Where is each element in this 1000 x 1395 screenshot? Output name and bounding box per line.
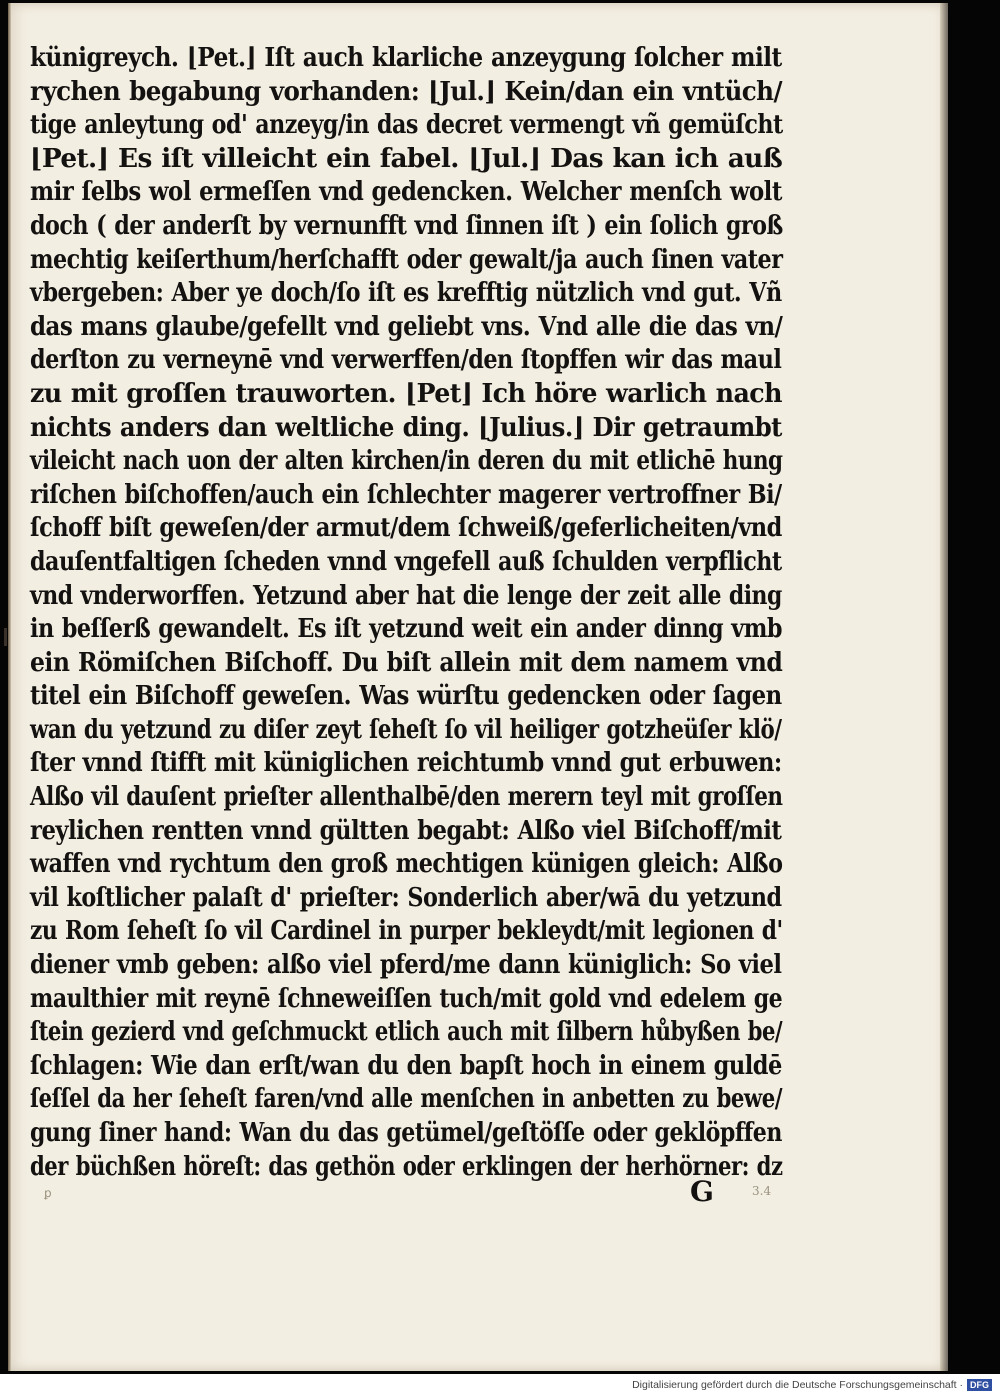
text-line: Alßo vil dauſent prieſter allenthalbē/den merern teyl mit groſſen bbox=[30, 782, 783, 813]
footer-credit bbox=[632, 1378, 992, 1392]
binding-edge bbox=[8, 3, 11, 1371]
text-line: ſchlagen: Wie dan erſt/wan du den bapſt hoch in einem guldē bbox=[30, 1050, 782, 1081]
page-edge-shadow bbox=[940, 3, 948, 1371]
text-line: reylichen rentten vnnd gültten begabt: Alßo viel Biſchoff/mit bbox=[30, 815, 782, 846]
text-line: ſter vnnd ſtifft mit küniglichen reichtumb vnnd gut erbuwen: bbox=[30, 748, 782, 779]
text-line: titel ein Biſchoff geweſen. Was würſtu gedencken oder ſagen bbox=[30, 681, 782, 712]
text-line: ein Römiſchen Biſchoff. Du biſt allein mit dem namem vnd bbox=[30, 647, 783, 678]
text-line: waffen vnd rychtum den groß mechtigen künigen gleich: Alßo bbox=[30, 849, 783, 880]
text-line: in beſſerß gewandelt. Es iſt yetzund weit ein ander dinng vmb bbox=[30, 614, 782, 645]
text-line: der büchßen höreſt: das gethön oder erklingen der herhörner: dz bbox=[30, 1151, 783, 1182]
margin-mark bbox=[4, 628, 7, 646]
text-line: ⌊Pet.⌋ Es iſt villeicht ein fabel. ⌊Jul.⌋ Das kan ich auß bbox=[30, 143, 783, 174]
text-line: derſton zu verneynē vnd verwerffen/den ſtopffen wir das maul bbox=[30, 345, 782, 376]
text-line: doch ( der anderſt by vernunfft vnd ſinnen iſt ) ein ſolich groß bbox=[30, 210, 783, 241]
text-line: vnd vnderworffen. Yetzund aber hat die lenge der zeit alle ding bbox=[30, 580, 782, 611]
text-line: dauſentfaltigen ſcheden vnnd vngefell auß ſchulden verpflicht bbox=[30, 546, 782, 577]
text-line: tige anleytung od' anzeyg/in das decret vermengt vñ gemüſcht bbox=[30, 110, 783, 141]
page-text bbox=[30, 42, 790, 1184]
text-line: wan du yetzund zu diſer zeyt ſeheſt ſo vil heiliger gotzheüſer klö/ bbox=[30, 714, 782, 745]
text-line: das mans glaube/gefellt vnd geliebt vns. Vnd alle die das vn/ bbox=[30, 311, 783, 342]
pencil-annotation: 3.4 bbox=[752, 1184, 772, 1198]
dfg-logo: DFG bbox=[967, 1379, 992, 1391]
text-line: künigreych. ⌊Pet.⌋ Iſt auch klarliche anzeygung ſolcher milt bbox=[30, 43, 782, 73]
footer-text: Digitalisierung gefördert durch die Deutsche Forschungsgemeinschaft · bbox=[632, 1379, 963, 1391]
catchword: G bbox=[690, 1175, 714, 1208]
text-line: zu mit groſſen trauworten. ⌊Pet⌋ Ich höre warlich nach bbox=[30, 378, 782, 409]
text-line: rychen begabung vorhanden: ⌊Jul.⌋ Kein/dan ein vntüch/ bbox=[30, 76, 782, 107]
text-line: mir ſelbs wol ermeſſen vnd gedencken. Welcher menſch wolt bbox=[30, 177, 782, 208]
text-line: nichts anders dan weltliche ding. ⌊Julius.⌋ Dir getraumbt bbox=[30, 412, 782, 443]
text-line: ſtein gezierd vnd geſchmuckt etlich auch mit ſilbern hůbyßen be/ bbox=[30, 1017, 783, 1048]
text-line: ſeſſel da her ſeheſt faren/vnd alle menſchen in anbetten zu bewe/ bbox=[30, 1084, 782, 1115]
text-line: diener vmb geben: alßo viel pferd/me dann küniglich: So viel bbox=[30, 950, 782, 981]
text-line: zu Rom ſeheſt ſo vil Cardinel in purper bekleydt/mit legionen d' bbox=[30, 916, 783, 947]
text-line: vileicht nach uon der alten kirchen/in deren du mit etlichē hung bbox=[30, 446, 783, 477]
text-line: ſchoff biſt geweſen/der armut/dem ſchweiß/geferlicheiten/vnd bbox=[30, 513, 782, 544]
text-line: gung ſiner hand: Wan du das getümel/geſtöſſe oder geklöpffen bbox=[30, 1118, 782, 1148]
pencil-annotation: ꝑ bbox=[44, 1186, 52, 1200]
text-line: maulthier mit reynē ſchneweiſſen tuch/mit gold vnd edelem ge bbox=[30, 983, 783, 1014]
text-line: vbergeben: Aber ye doch/ſo iſt es krefftig nützlich vnd gut. Vñ bbox=[30, 278, 782, 309]
text-line: riſchen biſchoffen/auch ein ſchlechter magerer vertroffner Bi/ bbox=[30, 479, 782, 510]
text-line: mechtig keiſerthum/herſchafft oder gewalt/ja auch ſinen vater bbox=[30, 244, 783, 275]
text-line: vil koſtlicher palaſt d' prieſter: Sonderlich aber/wā du yetzund bbox=[30, 882, 782, 913]
